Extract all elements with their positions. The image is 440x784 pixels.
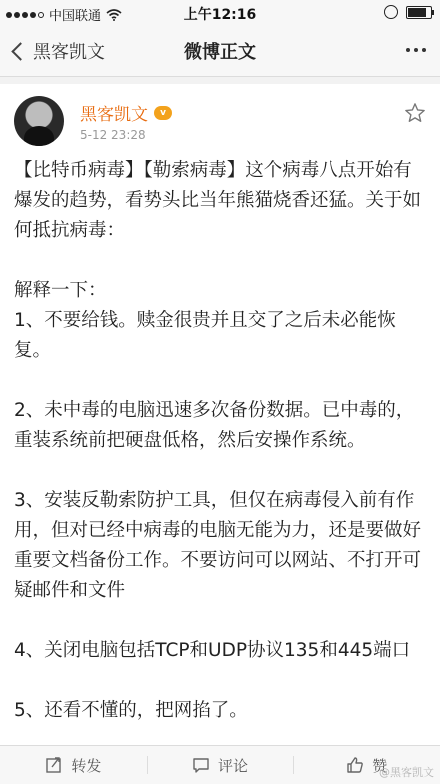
like-label: 赞 xyxy=(372,756,388,775)
thumbs-up-icon xyxy=(346,756,364,774)
post-body xyxy=(14,156,430,726)
carrier-name: 中国联通 xyxy=(49,9,102,24)
vip-badge-icon: v xyxy=(154,106,172,120)
comment-label: 评论 xyxy=(218,756,249,775)
post-paragraph: 【比特币病毒】【勒索病毒】这个病毒八点开始有爆发的趋势，看势头比当年熊猫烧香还猛。关于如何抵抗病毒： xyxy=(14,160,422,241)
post-timestamp: 5-12 23:28 xyxy=(80,128,146,142)
status-indicators xyxy=(384,5,432,19)
repost-label: 转发 xyxy=(71,756,102,775)
more-options-icon[interactable] xyxy=(406,48,426,52)
repost-icon xyxy=(45,756,63,774)
post-card xyxy=(0,84,440,745)
comment-icon xyxy=(192,756,210,774)
author-name[interactable]: 黑客凯文 xyxy=(80,105,148,125)
repost-button[interactable] xyxy=(0,746,147,784)
status-bar xyxy=(0,0,440,26)
battery-icon xyxy=(406,6,432,19)
post-paragraph: 解释一下： 1、不要给钱。赎金很贵并且交了之后未必能恢复。 xyxy=(14,280,396,361)
page-title: 微博正文 xyxy=(184,42,256,63)
post-paragraph: 3、安装反勒索防护工具，但仅在病毒侵入前有作用，但对已经中病毒的电脑无能为力，还是要做好重要文档备份工作。不要访问可以网站、不打开可疑邮件和文件 xyxy=(14,490,422,601)
action-bar xyxy=(0,745,440,784)
watermark: @黑客凯文 xyxy=(379,766,434,779)
comment-button[interactable] xyxy=(147,746,294,784)
back-label: 黑客凯文 xyxy=(33,42,105,63)
star-icon[interactable] xyxy=(404,102,426,124)
post-paragraph: 5、还看不懂的，把网掐了。 xyxy=(14,700,248,721)
nav-bar xyxy=(0,26,440,77)
author-row xyxy=(80,100,172,125)
post-paragraph: 2、未中毒的电脑迅速多次备份数据。已中毒的，重装系统前把硬盘低格，然后安操作系统。 xyxy=(14,400,415,451)
post-paragraph: 4、关闭电脑包括TCP和UDP协议135和445端口 xyxy=(14,640,411,661)
avatar[interactable] xyxy=(14,96,64,146)
orientation-lock-icon xyxy=(384,5,398,19)
status-time: 上午12:16 xyxy=(183,7,257,23)
